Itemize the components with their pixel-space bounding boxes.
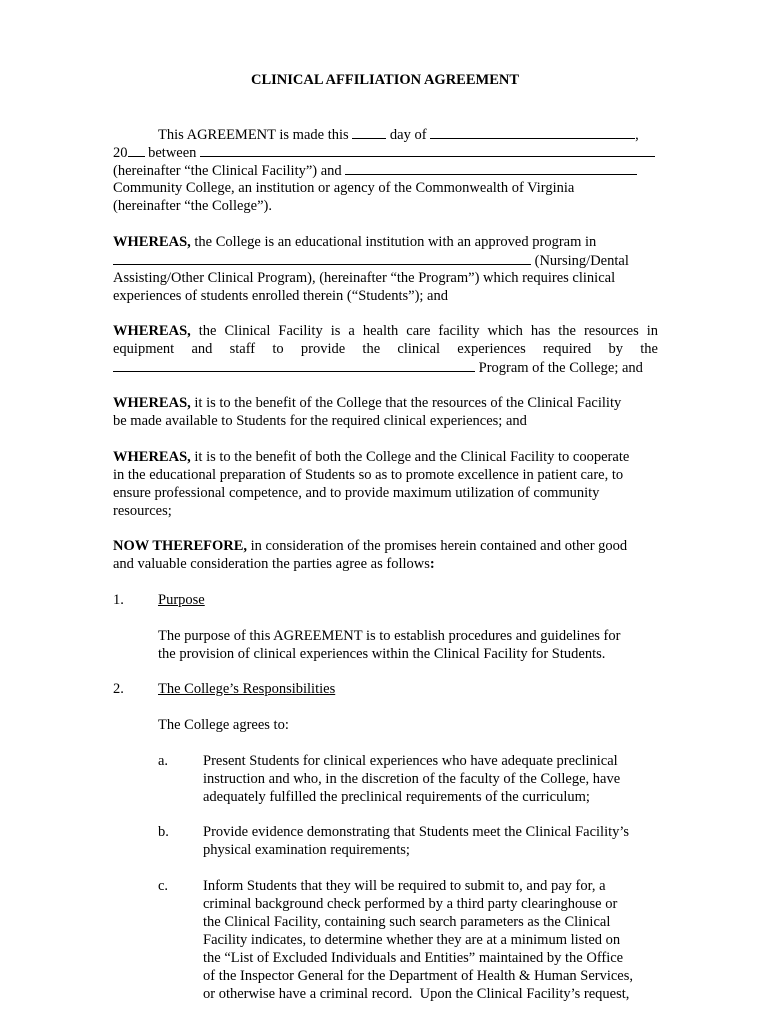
whereas-label: WHEREAS, (113, 234, 191, 250)
now-therefore-text: in consideration of the promises herein contained and other good (247, 538, 628, 554)
whereas-3-line-1 (113, 394, 658, 412)
month-blank[interactable] (430, 125, 635, 139)
program-blank[interactable] (113, 358, 475, 372)
now-therefore-line-2 (113, 555, 658, 573)
whereas-label: WHEREAS, (113, 395, 191, 411)
whereas-4-line-4: resources; (113, 503, 172, 519)
whereas-4-line-3: ensure professional competence, and to provide maximum utilization of community (113, 485, 600, 501)
item-c-letter: c. (158, 878, 169, 894)
item-b-letter: b. (158, 824, 169, 840)
now-therefore-text: and valuable consideration the parties agree as follows (113, 556, 430, 572)
intro-line-2 (113, 143, 658, 162)
now-therefore-line-1 (113, 537, 658, 555)
section-2-lead: The College agrees to: (158, 717, 289, 733)
section-2-heading: The College’s Responsibilities (158, 681, 336, 697)
item-c-line: the “List of Excluded Individuals and Entities” maintained by the Office (203, 950, 624, 966)
intro-line-1 (158, 125, 658, 144)
section-1-line-1: The purpose of this AGREEMENT is to establish procedures and guidelines for (158, 628, 621, 644)
whereas-text: the College is an educational institution with an approved program in (190, 234, 597, 250)
whereas-2-line-1 (113, 322, 658, 340)
section-1-line-2: the provision of clinical experiences within the Clinical Facility for Students. (158, 646, 606, 662)
whereas-2-line-3 (113, 358, 658, 377)
whereas-2-line-2 (113, 340, 658, 358)
now-therefore-label: NOW THEREFORE, (113, 538, 248, 554)
whereas-text: it is to the benefit of the College that the resources of the Clinical Facility (190, 395, 622, 411)
whereas-text: Program of the College; and (475, 360, 643, 376)
item-a-line: adequately fulfilled the preclinical requirements of the curriculum; (203, 789, 590, 805)
whereas-text: (Nursing/Dental (531, 253, 629, 269)
whereas-3-line-2: be made available to Students for the required clinical experiences; and (113, 413, 527, 429)
intro-text: This AGREEMENT is made this (158, 127, 349, 143)
college-name-blank[interactable] (345, 161, 637, 175)
whereas-label: WHEREAS, (113, 449, 191, 465)
intro-line-5: (hereinafter “the College”). (113, 198, 273, 214)
day-blank[interactable] (352, 125, 386, 139)
intro-text: 20 (113, 145, 128, 161)
intro-text: between (144, 145, 197, 161)
item-c-line: Facility indicates, to determine whether they are at a minimum listed on (203, 932, 621, 948)
whereas-1-line-3: Assisting/Other Clinical Program), (hereinafter “the Program”) which requires clinical (113, 270, 616, 286)
item-c-line: or otherwise have a criminal record. Upon the Clinical Facility’s request, (203, 986, 630, 1002)
whereas-label: WHEREAS, (113, 323, 191, 339)
item-c-line: the Clinical Facility, containing such search parameters as the Clinical (203, 914, 611, 930)
whereas-1-line-4: experiences of students enrolled therein (“Students”); and (113, 288, 448, 304)
item-c-line: Inform Students that they will be required to submit to, and pay for, a (203, 878, 606, 894)
item-a-line: instruction and who, in the discretion of the faculty of the College, have (203, 771, 621, 787)
whereas-text: equipment and staff to provide the clinical experiences required by the (113, 341, 658, 357)
document-title: CLINICAL AFFILIATION AGREEMENT (250, 72, 520, 88)
year-blank[interactable] (128, 143, 145, 157)
now-therefore-colon: : (429, 556, 435, 572)
intro-line-3 (113, 161, 658, 180)
intro-text: (hereinafter “the Clinical Facility”) and (113, 163, 342, 179)
whereas-text: the Clinical Facility is a health care facility which has the resources in (190, 323, 658, 339)
item-a-letter: a. (158, 753, 169, 769)
program-name-blank[interactable] (113, 251, 531, 265)
intro-text: , (635, 127, 639, 143)
whereas-1-line-2 (113, 251, 658, 270)
item-b-line: Provide evidence demonstrating that Students meet the Clinical Facility’s (203, 824, 630, 840)
item-a-line: Present Students for clinical experiences who have adequate preclinical (203, 753, 618, 769)
item-c-line: of the Inspector General for the Department of Health & Human Services, (203, 968, 634, 984)
intro-text: day of (389, 127, 427, 143)
section-1-heading: Purpose (158, 592, 205, 608)
intro-line-4: Community College, an institution or agency of the Commonwealth of Virginia (113, 180, 575, 196)
item-c-line: criminal background check performed by a third party clearinghouse or (203, 896, 618, 912)
item-b-line: physical examination requirements; (203, 842, 410, 858)
facility-name-blank[interactable] (200, 143, 655, 157)
whereas-1-line-1 (113, 233, 658, 251)
whereas-4-line-1 (113, 448, 658, 466)
whereas-text: it is to the benefit of both the College and the Clinical Facility to cooperate (190, 449, 630, 465)
whereas-4-line-2: in the educational preparation of Students so as to promote excellence in patient care, to (113, 467, 624, 483)
section-2-number: 2. (113, 681, 124, 697)
section-1-number: 1. (113, 592, 124, 608)
